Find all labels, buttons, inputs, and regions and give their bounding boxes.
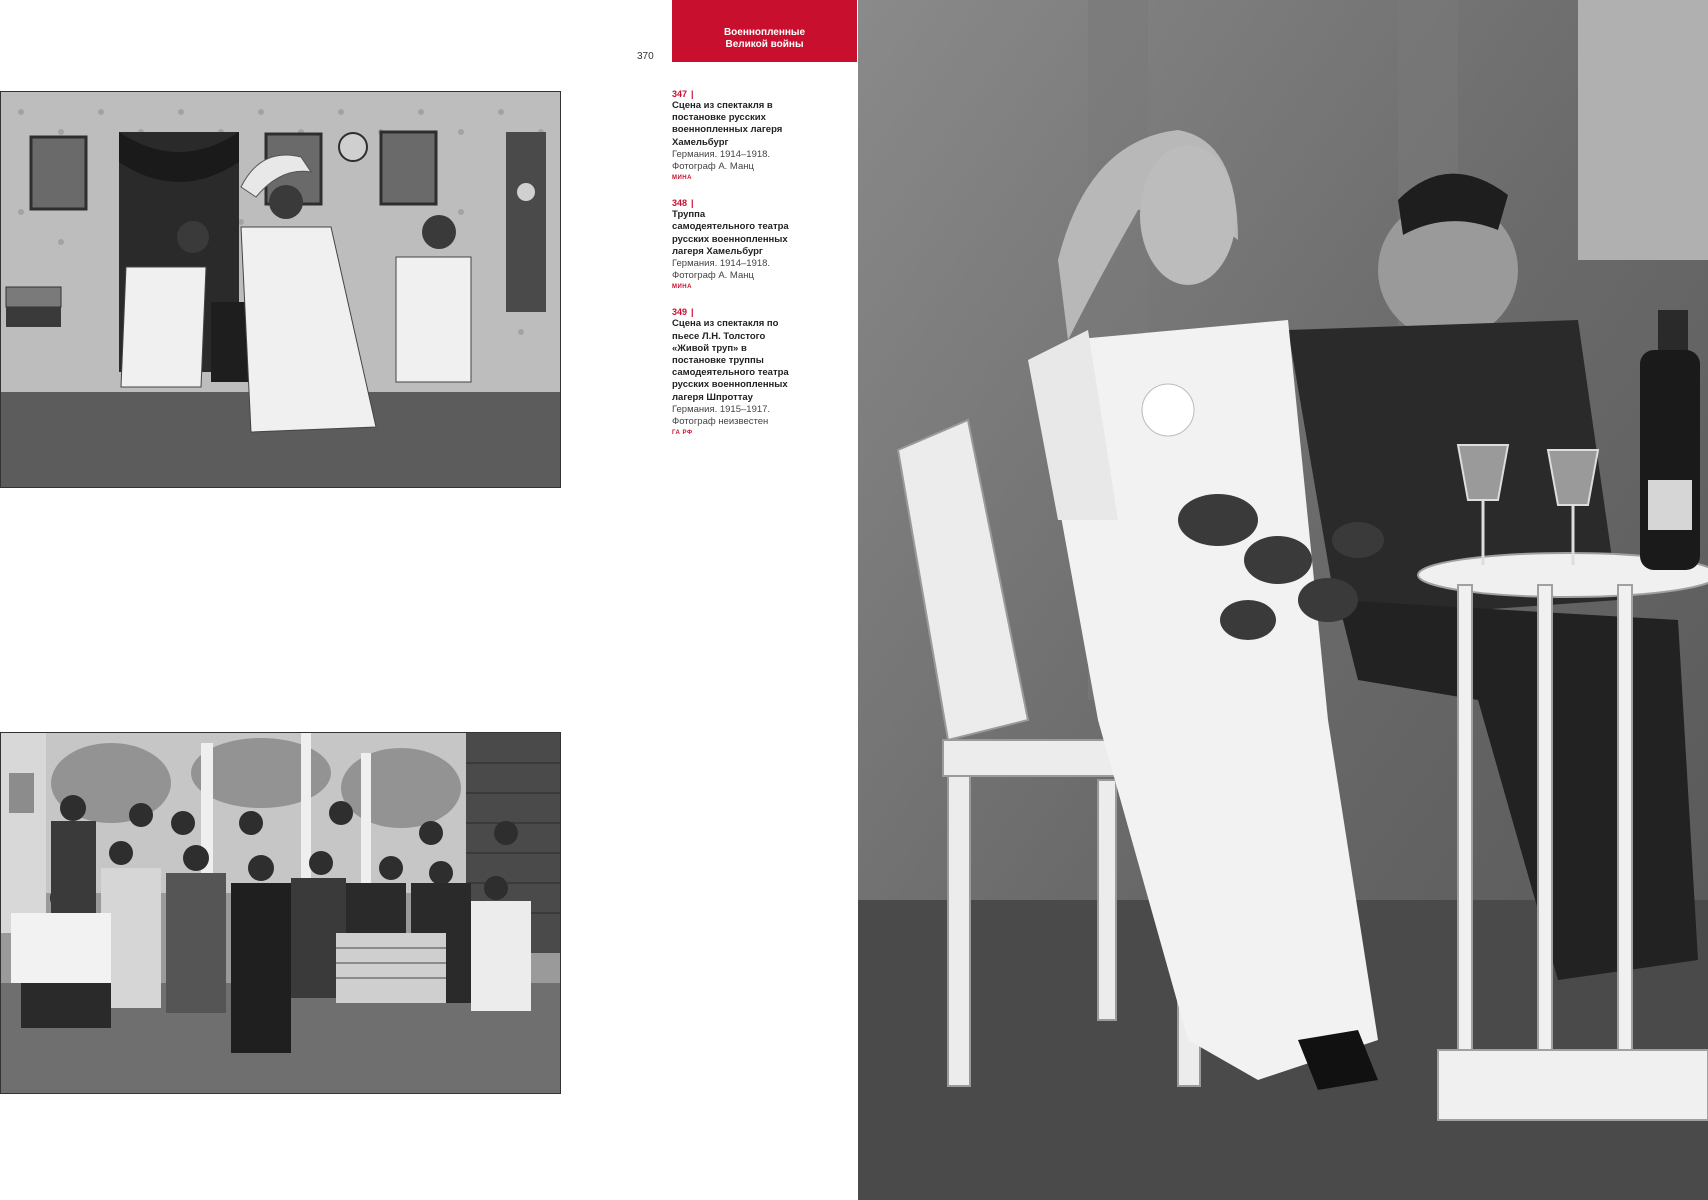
caption-number: 347 (672, 89, 688, 99)
caption-349 (672, 306, 790, 436)
right-page (858, 0, 1708, 1200)
caption-source: МИНА (672, 175, 692, 182)
photo-349-couple-scene (858, 0, 1708, 1200)
photo-347-stage-scene (0, 91, 561, 488)
caption-number: 348 (672, 198, 688, 209)
caption-source: МИНА (672, 284, 692, 291)
caption-meta: Германия. 1914–1918. Фотограф А. Манц (672, 258, 771, 282)
section-header-tab (672, 0, 857, 62)
photo-348-troupe-group (0, 732, 561, 1094)
caption-347 (672, 88, 790, 181)
caption-348 (672, 197, 790, 290)
caption-meta: Германия. 1915–1917. Фотограф неизвестен (672, 403, 771, 428)
section-title-line2: Великой войны (725, 39, 804, 50)
caption-bar: | (691, 198, 694, 209)
caption-source: ГА РФ (672, 430, 693, 437)
caption-title: Сцена из спектакля по пьесе Л.Н. Толстого «Живой труп» в постановке труппы самодеятельного театра русских военнопленных лагеря Шпроттау (672, 318, 789, 403)
page-number: 370 (637, 51, 654, 62)
caption-meta: Германия. 1914–1918. Фотограф А. Манц (672, 148, 771, 173)
caption-number: 349 (672, 307, 688, 318)
caption-title: Труппа самодеятельного театра русских военнопленных лагеря Хамельбург (672, 209, 789, 257)
captions-column (672, 88, 790, 452)
caption-bar: | (691, 89, 694, 99)
section-title-line1: Военнопленные (723, 27, 806, 38)
caption-title: Сцена из спектакля в постановке русских военнопленных лагеря Хамельбург (672, 100, 783, 148)
caption-bar: | (691, 307, 694, 318)
